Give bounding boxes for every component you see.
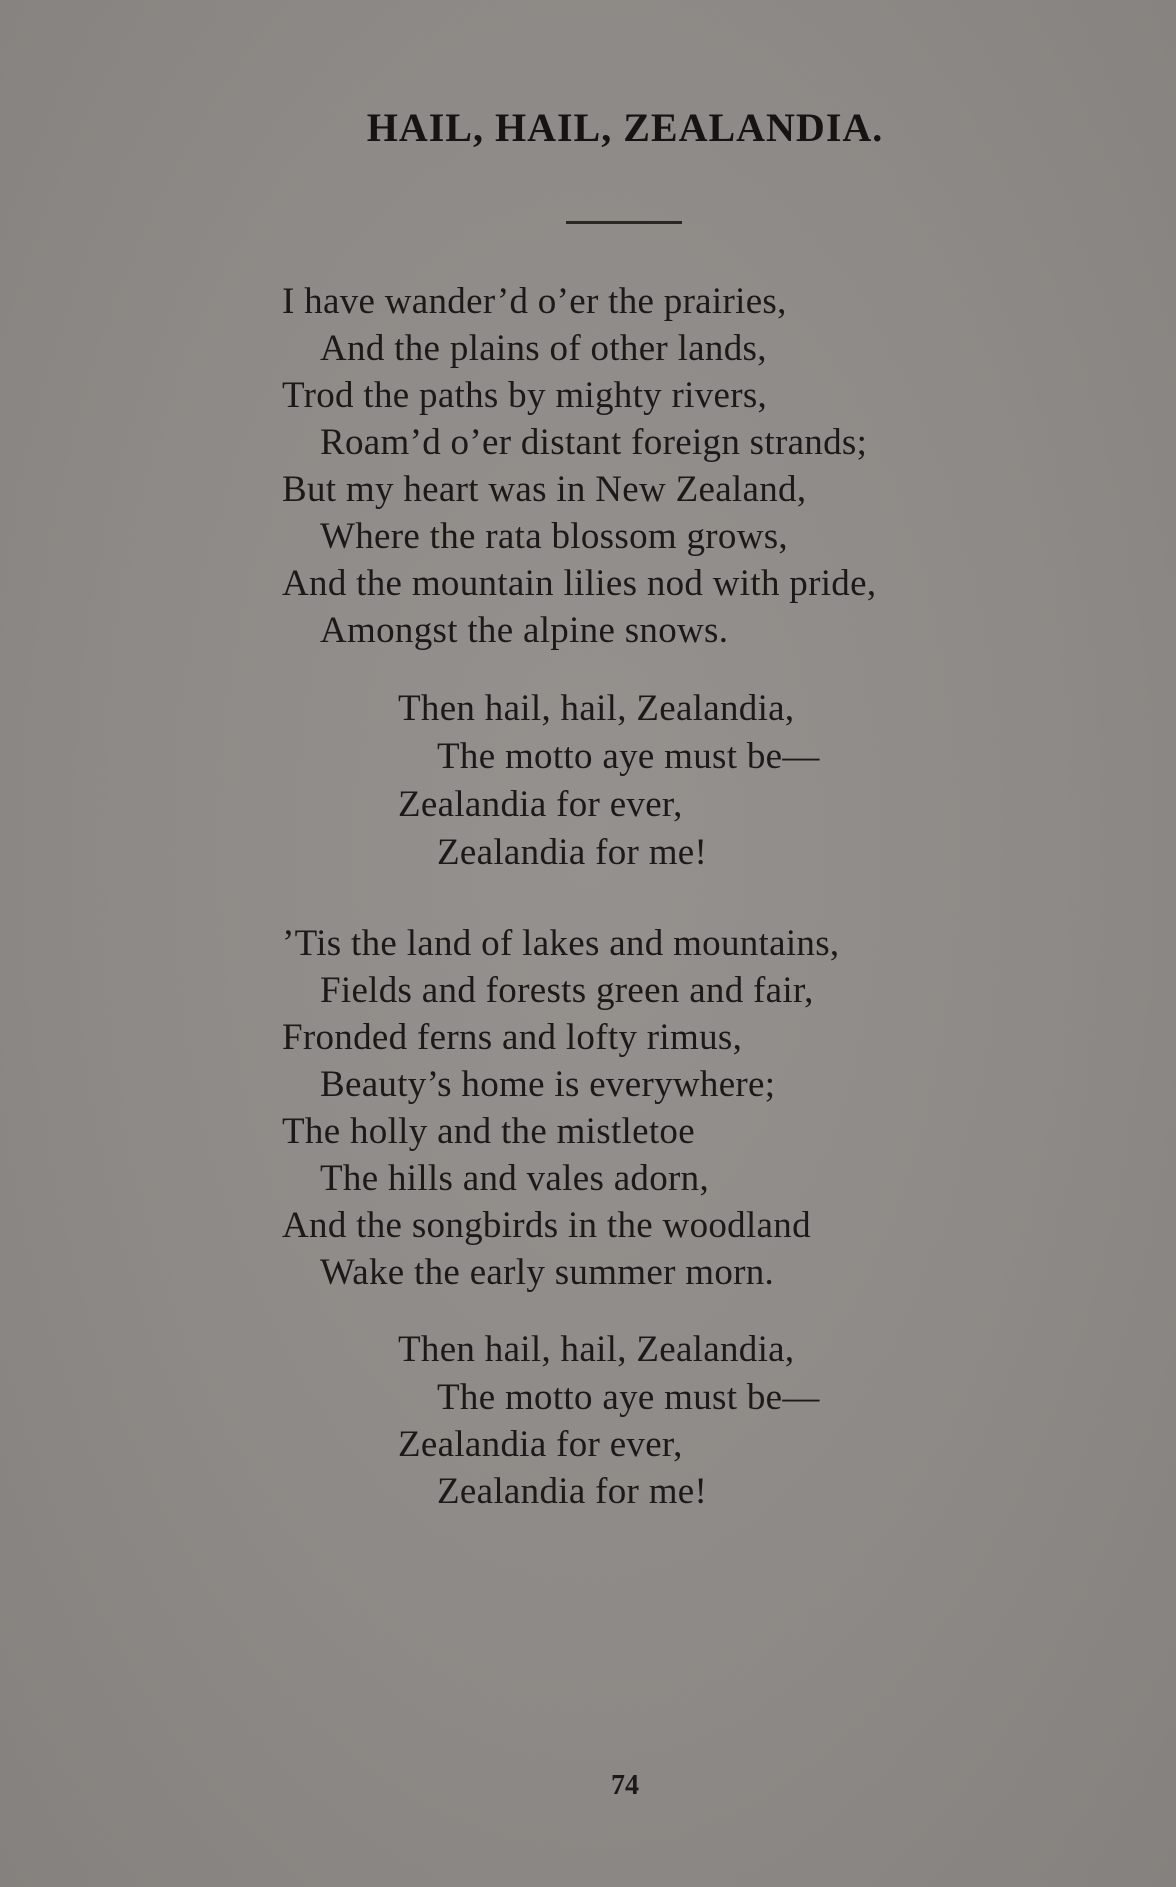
verse-line: The holly and the mistletoe bbox=[282, 1111, 695, 1152]
title-divider bbox=[566, 221, 682, 224]
page-number: 74 bbox=[611, 1770, 639, 1801]
chorus-line: Zealandia for ever, bbox=[398, 784, 683, 825]
verse-line: Wake the early summer morn. bbox=[320, 1252, 775, 1293]
verse-line: The hills and vales adorn, bbox=[320, 1158, 710, 1199]
verse-line: Where the rata blossom grows, bbox=[320, 516, 788, 557]
verse-line: Roam’d o’er distant foreign strands; bbox=[320, 422, 868, 463]
verse-line: But my heart was in New Zealand, bbox=[282, 469, 807, 510]
verse-line: I have wander’d o’er the prairies, bbox=[282, 281, 787, 322]
chorus-line: Then hail, hail, Zealandia, bbox=[398, 1329, 795, 1370]
chorus-line: The motto aye must be— bbox=[437, 736, 820, 777]
verse-line: Trod the paths by mighty rivers, bbox=[282, 375, 768, 416]
chorus-line: Zealandia for me! bbox=[437, 1471, 708, 1512]
chorus-line: Zealandia for me! bbox=[437, 832, 708, 873]
verse-line: ’Tis the land of lakes and mountains, bbox=[282, 923, 840, 964]
chorus-line: The motto aye must be— bbox=[437, 1377, 820, 1418]
verse-line: Fronded ferns and lofty rimus, bbox=[282, 1017, 743, 1058]
page-title: HAIL, HAIL, ZEALANDIA. bbox=[366, 105, 884, 150]
chorus-line: Zealandia for ever, bbox=[398, 1424, 683, 1465]
verse-line: And the mountain lilies nod with pride, bbox=[282, 563, 877, 604]
verse-line: Fields and forests green and fair, bbox=[320, 970, 814, 1011]
verse-line: Beauty’s home is everywhere; bbox=[320, 1064, 776, 1105]
chorus-line: Then hail, hail, Zealandia, bbox=[398, 688, 795, 729]
verse-line: And the plains of other lands, bbox=[320, 328, 767, 369]
verse-line: Amongst the alpine snows. bbox=[320, 610, 729, 651]
verse-line: And the songbirds in the woodland bbox=[282, 1205, 811, 1246]
